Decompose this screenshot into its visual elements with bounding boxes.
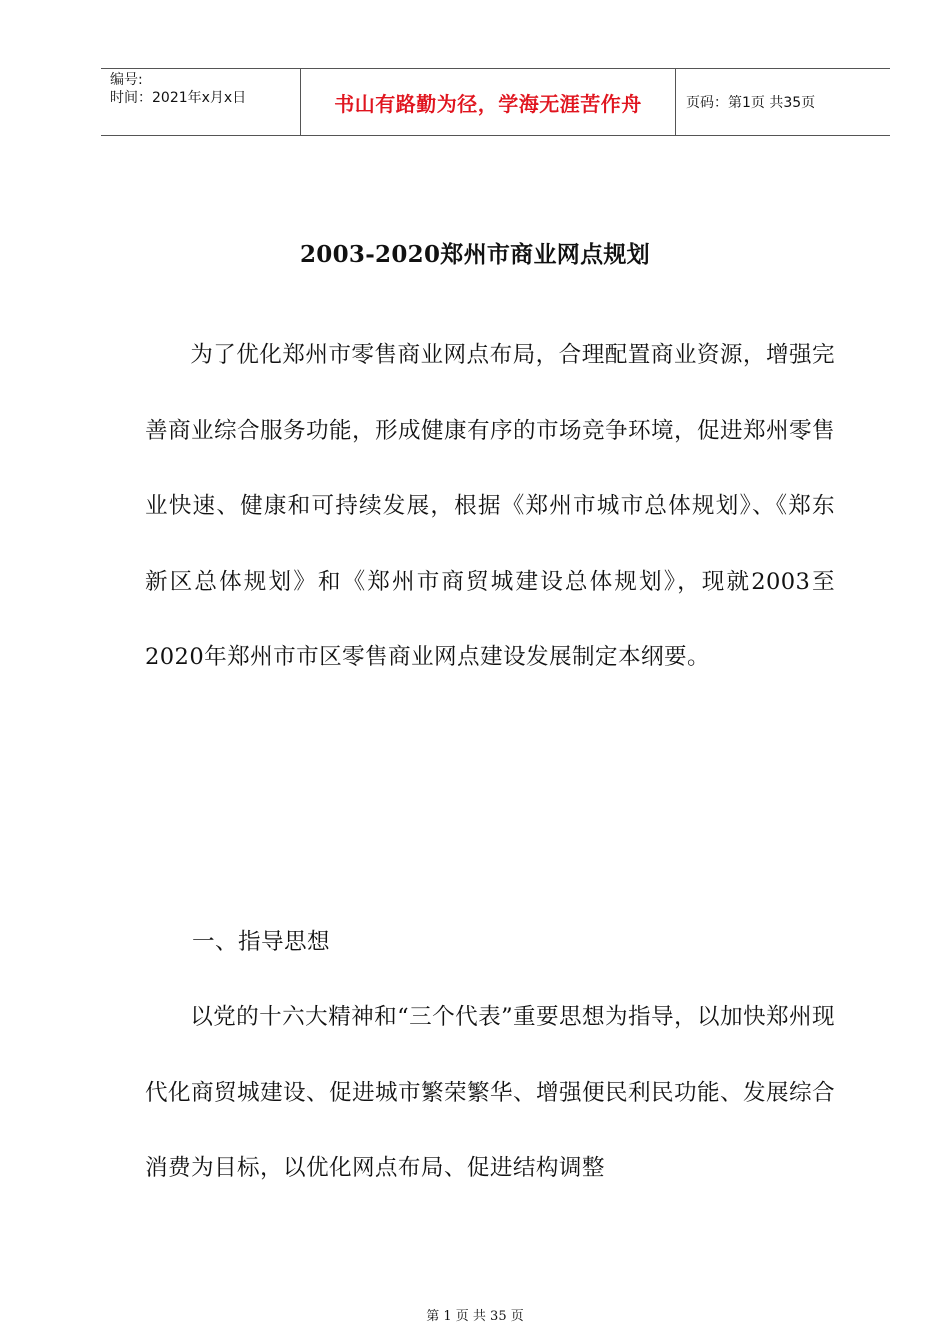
section-heading-guiding-ideology: 一、指导思想 (192, 929, 330, 955)
header-motto-cell (301, 69, 676, 135)
page-footer: 第 1 页 共 35 页 (426, 1309, 524, 1324)
header-meta-cell (101, 69, 301, 135)
header-page-info: 页码：第1页 共35页 (686, 95, 816, 111)
header-page-cell (676, 69, 890, 135)
guiding-ideology-paragraph: 以党的十六大精神和“三个代表”重要思想为指导，以加快郑州现代化商贸城建设、促进城市繁荣繁华、增强便民利民功能、发展综合消费为目标，以优化网点布局、促进结构调整 (145, 1004, 835, 1181)
header-motto: 书山有路勤为径，学海无涯苦作舟 (334, 91, 642, 116)
document-time-label: 时间：2021年x月x日 (110, 90, 247, 106)
intro-paragraph: 为了优化郑州市零售商业网点布局，合理配置商业资源，增强完善商业综合服务功能，形成健康有序的市场竞争环境，促进郑州零售业快速、健康和可持续发展，根据《郑州市城市总体规划》、《郑东新区总体规划》和《郑州市商贸城建设总体规划》，现就2003至2020年郑州市市区零售商业网点建设发展制定本纲要。 (145, 342, 835, 670)
page-header (101, 68, 890, 136)
document-number-label: 编号: (110, 72, 143, 88)
document-title: 2003-2020郑州市商业网点规划 (300, 241, 650, 268)
